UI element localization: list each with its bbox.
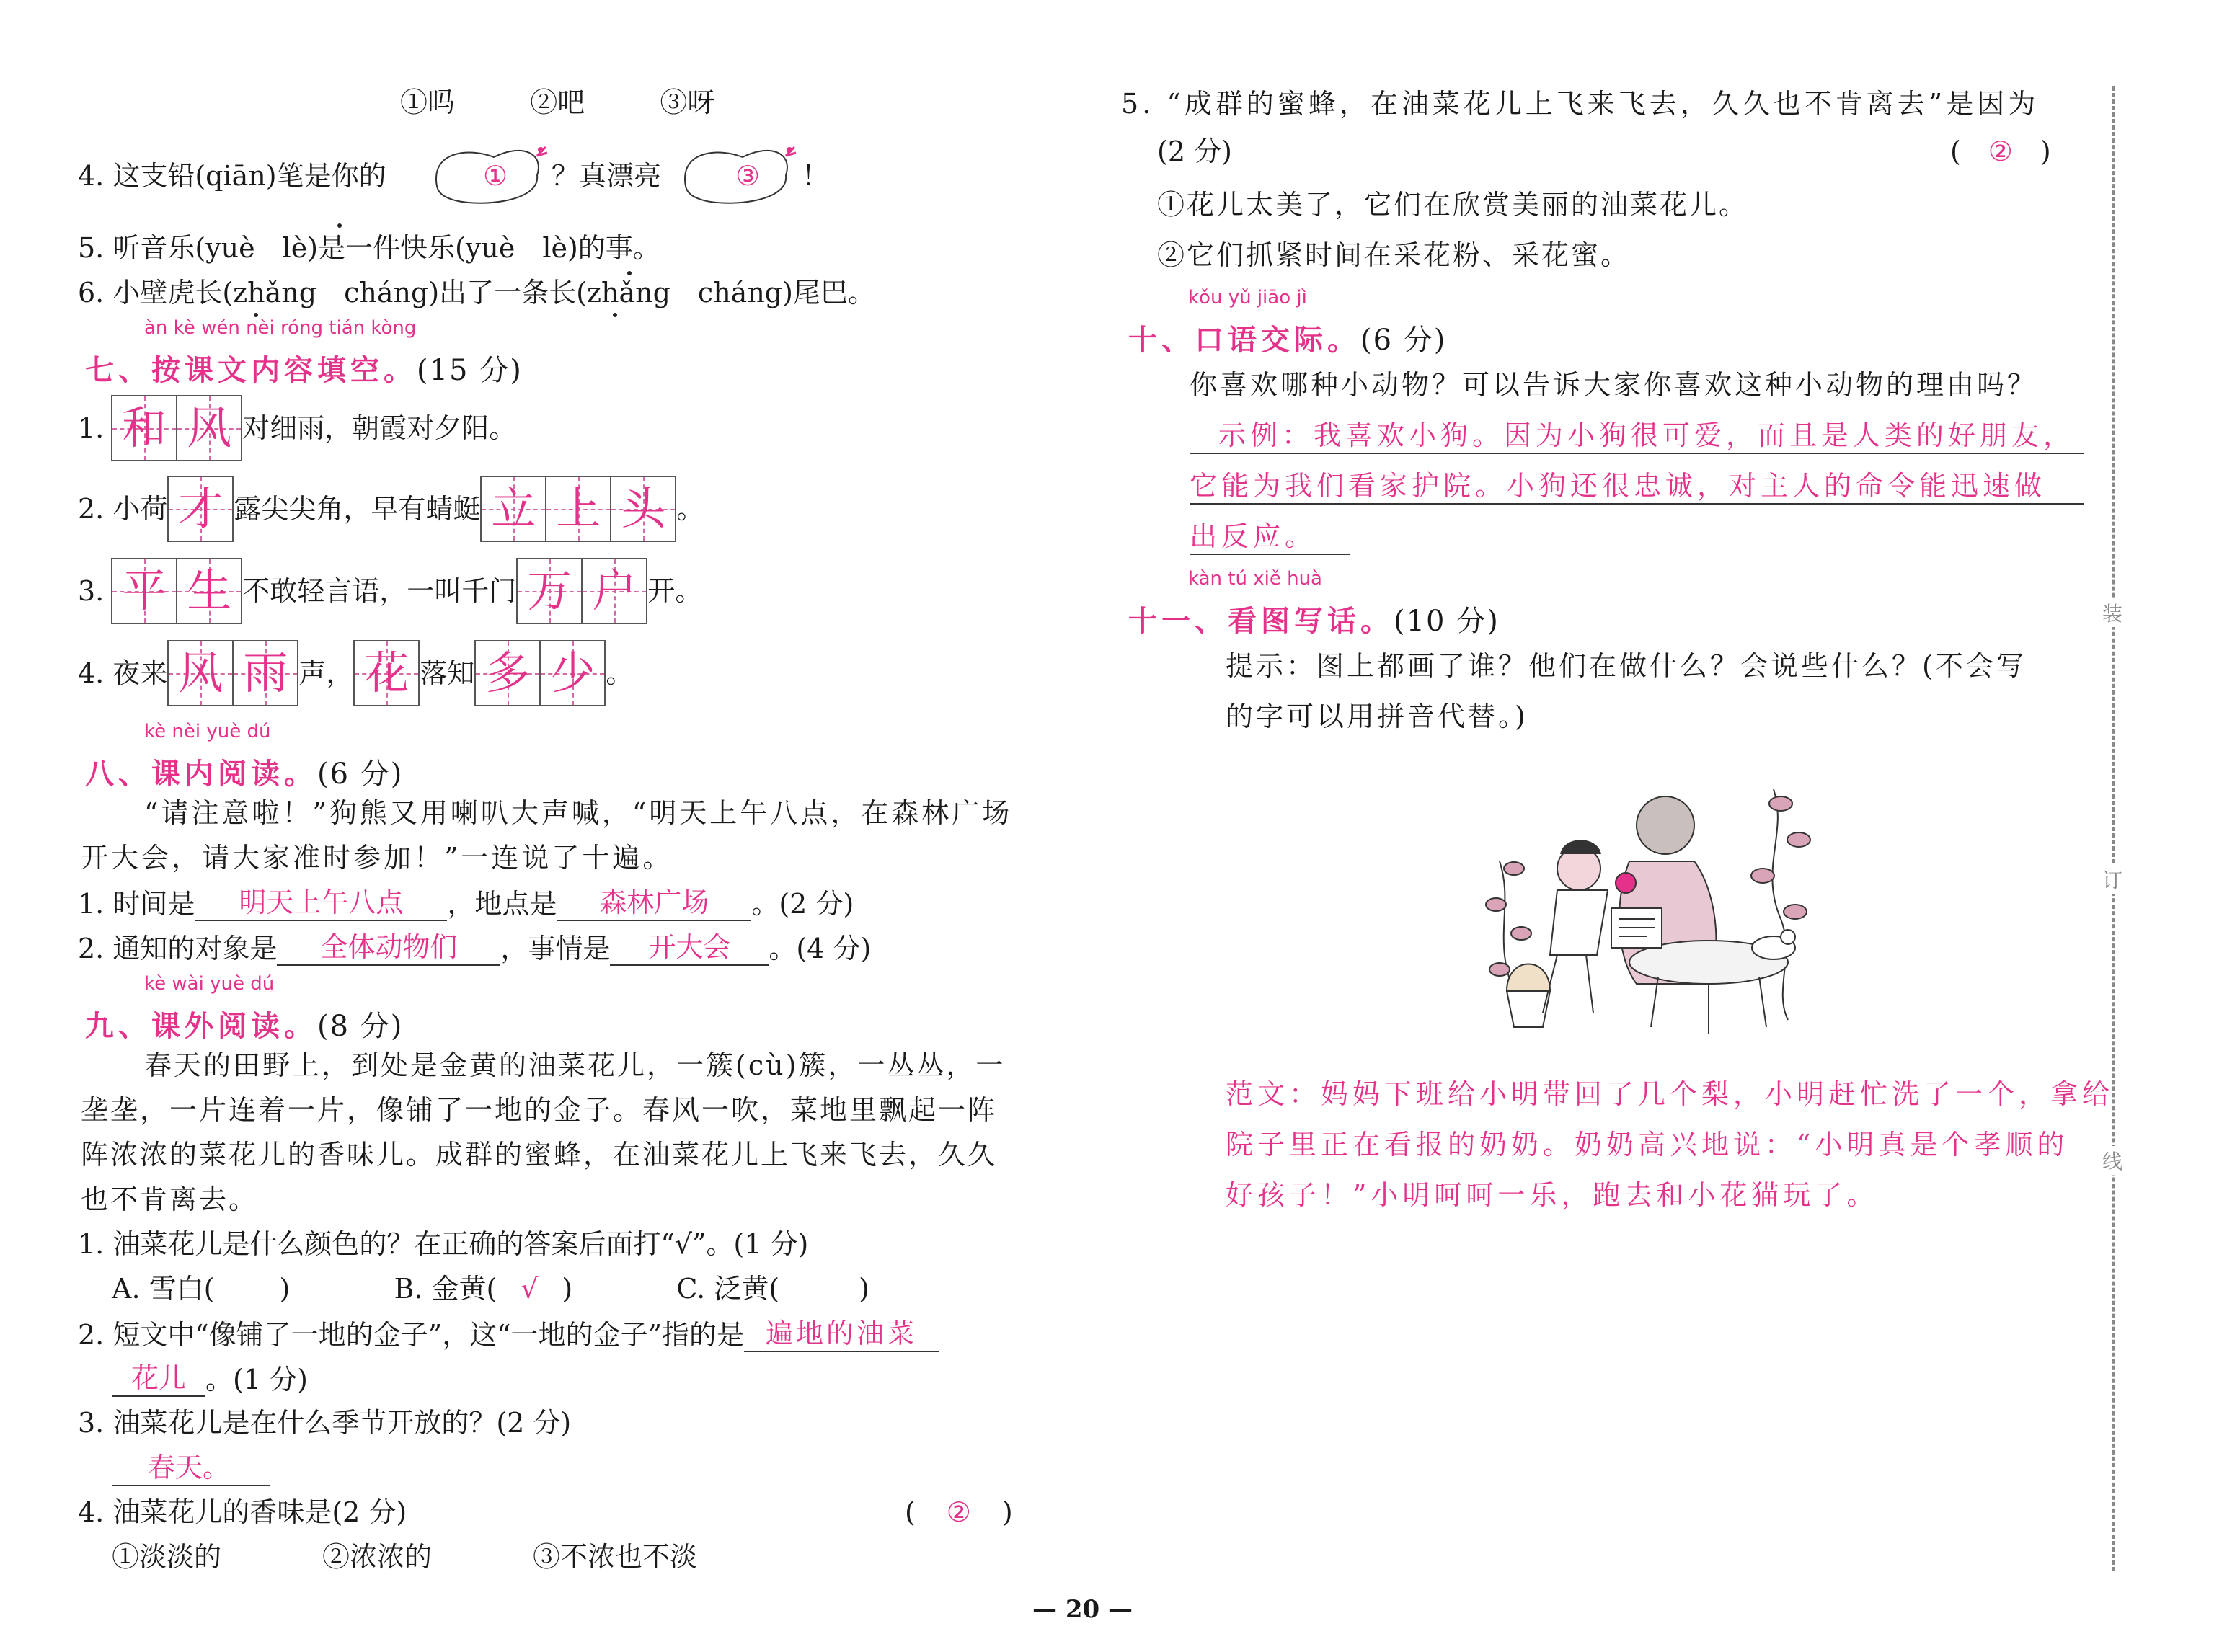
q9-4-open: ( [905, 1496, 916, 1528]
fill3-grid-a [111, 558, 242, 624]
r-q10-answer-line: 它能为我们看家护院。小狗还很忠诚，对主人的命令能迅速做 [1190, 468, 2084, 505]
fill4-mid2: 落知 [420, 657, 475, 689]
sec9-heading [85, 1003, 403, 1044]
fill2-grid-a [167, 476, 234, 542]
fill3-num: 3. [78, 575, 105, 607]
sec10-pinyin: kǒu yǔ jiāo jì [1188, 287, 1307, 308]
grandma-child-illustration [1471, 775, 1831, 1049]
char-cell: 和 [112, 396, 176, 460]
q9-1-opt-a-close: ) [279, 1273, 291, 1305]
r-essay-line: 好孩子！”小明呵呵一乐，跑去和小花猫玩了。 [1226, 1179, 1879, 1211]
sec7-title: 七、按课文内容填空。 [85, 354, 417, 387]
char-cell: 少 [539, 641, 604, 705]
q9-1-opt-b-close: ) [562, 1273, 573, 1305]
options-top [400, 85, 714, 120]
q4-post: ！ [802, 160, 830, 192]
fill1-num: 1. [78, 412, 105, 444]
option-1: ①吗 [400, 86, 456, 118]
p8-line2: 开大会，请大家准时参加！”一连说了十遍。 [81, 842, 673, 874]
q4-pre: 4. 这支铅(qiān)笔是你的 [78, 160, 386, 192]
p9-line: 也不肯离去。 [81, 1184, 259, 1215]
char-cell: 万 [518, 559, 581, 623]
sec10-heading [1128, 317, 1446, 358]
q9-1-opt-b: B. 金黄( [394, 1273, 497, 1305]
r-hint-line: 提示：图上都画了谁？他们在做什么？会说些什么？(不会写 [1226, 650, 2027, 682]
q4-blank1-answer: ① [483, 160, 508, 192]
fill4-grid-c [474, 640, 606, 706]
q4-blank2-answer: ③ [735, 160, 761, 192]
sec9-score: (8 分) [317, 1010, 404, 1043]
sec7-heading [85, 347, 523, 388]
p9-line: 阵浓浓的菜花儿的香味儿。成群的蜜蜂，在油菜花儿上飞来飞去，久久 [81, 1139, 998, 1171]
r-essay-line: 院子里正在看报的奶奶。奶奶高兴地说：“小明真是个孝顺的 [1226, 1129, 2069, 1160]
q8-1-answer-time: 明天上午八点 [195, 885, 447, 921]
q8-1-post: 。(2 分) [751, 888, 854, 920]
binding-mark: 订 [2102, 865, 2122, 894]
fill4-num: 4. 夜来 [78, 657, 168, 689]
sec11-score: (10 分) [1394, 605, 1500, 638]
q9-4-paren [905, 1495, 1013, 1529]
r-q5-line1: 5. “成群的蜜蜂，在油菜花儿上飞来飞去，久久也不肯离去”是因为 [1121, 88, 2040, 120]
r-q5-answer: ② [1988, 136, 2013, 167]
q9-4-opt: ③不浓也不淡 [533, 1541, 698, 1573]
option-2: ②吧 [530, 86, 585, 118]
p9-line: 春天的田野上，到处是金黄的油菜花儿，一簇(cù)簇，一丛丛，一 [144, 1049, 1006, 1081]
q8-2-answer-event: 开大会 [610, 930, 769, 966]
q8-1-mid: ，地点是 [447, 888, 557, 920]
q9-1-opt-a: A. 雪白( [112, 1273, 215, 1305]
q9-3: 3. 油菜花儿是在什么季节开放的？(2 分) [78, 1407, 572, 1439]
r-q5-opt: ①花儿太美了，它们在欣赏美丽的油菜花儿。 [1157, 189, 1749, 221]
r-hint-line: 的字可以用拼音代替。) [1226, 701, 1528, 732]
q9-1: 1. 油菜花儿是什么颜色的？在正确的答案后面打“√”。(1 分) [78, 1228, 809, 1260]
fill3-end: 开。 [647, 575, 703, 607]
q8-2 [78, 930, 871, 966]
q8-2-post: 。(4 分) [769, 933, 872, 964]
q9-4-close: ) [1001, 1496, 1013, 1528]
fill2-num: 2. 小荷 [78, 493, 168, 525]
q9-4-opt: ②浓浓的 [322, 1541, 433, 1573]
sec8-heading [85, 751, 403, 792]
fill1-grid [111, 395, 242, 461]
q9-1-opt-c-close: ) [859, 1273, 869, 1305]
page-number: — 20 — [1032, 1595, 1133, 1624]
r-q10-answer-line: 出反应。 [1190, 519, 1350, 555]
q5-line: 5. 听音乐(yuè lè)是一件快乐(yuè lè)的事。 [78, 232, 660, 264]
r-q10-answer-line: 示例：我喜欢小狗。因为小狗很可爱，而且是人类的好朋友， [1190, 418, 2084, 454]
binding-mark: 装 [2102, 598, 2122, 627]
sec7-pinyin: àn kè wén nèi róng tián kòng [144, 317, 417, 339]
sec11-pinyin: kàn tú xiě huà [1188, 568, 1322, 590]
r-q5-paren [1950, 134, 2051, 169]
fill3-mid: 不敢轻言语，一叫千门 [242, 575, 517, 607]
sec7-score: (15 分) [417, 354, 523, 387]
char-cell: 户 [581, 559, 646, 623]
q8-1-pre: 1. 时间是 [78, 888, 195, 920]
q8-2-pre: 2. 通知的对象是 [78, 933, 278, 964]
char-cell: 生 [176, 559, 241, 623]
q8-1-answer-place: 森林广场 [557, 885, 751, 921]
q9-4-options [112, 1540, 697, 1574]
q9-1-answer-check: √ [521, 1273, 539, 1305]
option-3: ③呀 [660, 86, 715, 118]
q9-3-answer: 春天。 [112, 1450, 270, 1486]
char-cell: 上 [545, 477, 610, 541]
sec10-score: (6 分) [1360, 324, 1447, 357]
char-cell: 头 [610, 477, 675, 541]
p9-line: 垄垄，一片连着一片，像铺了一地的金子。春风一吹，菜地里飘起一阵 [81, 1094, 998, 1126]
char-cell: 花 [355, 641, 418, 705]
p8-line1: “请注意啦！”狗熊又用喇叭大声喊，“明天上午八点，在森林广场 [144, 797, 1013, 829]
sec8-title: 八、课内阅读。 [85, 758, 317, 791]
fill4-end: 。 [606, 657, 634, 689]
q6-line: 6. 小壁虎长(zhǎng cháng)出了一条长(zhǎng cháng)尾巴。 [78, 277, 875, 308]
fill3 [78, 558, 702, 624]
fill2 [78, 476, 704, 542]
q9-4-answer: ② [946, 1496, 971, 1528]
char-cell: 多 [476, 641, 539, 705]
q8-2-mid: ，事情是 [500, 933, 611, 964]
fill1 [78, 395, 516, 461]
char-cell: 风 [176, 396, 241, 460]
r-q10: 你喜欢哪种小动物？可以告诉大家你喜欢这种小动物的理由吗？ [1190, 369, 2038, 401]
fill4 [78, 640, 633, 706]
sec8-score: (6 分) [317, 758, 404, 791]
fill4-mid1: 声， [298, 657, 354, 689]
sec9-title: 九、课外阅读。 [85, 1010, 317, 1043]
fill3-grid-b [516, 558, 647, 624]
fill2-end: 。 [676, 493, 704, 525]
q9-2-pre: 2. 短文中“像铺了一地的金子”，这“一地的金子”指的是 [78, 1319, 745, 1351]
q4-line [78, 159, 386, 193]
q9-3-answer-line [112, 1450, 270, 1486]
fill4-grid-a [167, 640, 298, 706]
q9-2-post: 。(1 分) [205, 1364, 308, 1395]
q9-2-cont [112, 1361, 308, 1397]
r-q5-close: ) [2040, 136, 2051, 167]
q9-4-opt: ①淡淡的 [112, 1541, 222, 1573]
q9-4: 4. 油菜花儿的香味是(2 分) [78, 1496, 407, 1528]
q9-2-answer-part2: 花儿 [112, 1361, 205, 1397]
q9-1-options [112, 1271, 869, 1306]
sec11-title: 十一、看图写话。 [1128, 605, 1394, 638]
char-cell: 才 [169, 477, 232, 541]
fill1-text: 对细雨，朝霞对夕阳。 [242, 412, 517, 444]
sec9-pinyin: kè wài yuè dú [144, 973, 275, 995]
r-q5-opt: ②它们抓紧时间在采花粉、采花蜜。 [1157, 239, 1631, 271]
fill4-grid-b [353, 640, 420, 706]
char-cell: 平 [112, 559, 176, 623]
q8-1 [78, 885, 854, 921]
char-cell: 立 [482, 477, 545, 541]
q4-mid: ？真漂亮 [552, 160, 662, 192]
binding-mark: 线 [2102, 1146, 2122, 1175]
binding-line [2112, 86, 2115, 1571]
char-cell: 雨 [232, 641, 297, 705]
q8-2-answer-target: 全体动物们 [277, 930, 500, 966]
sec11-heading [1128, 598, 1500, 639]
fill2-grid-b [480, 476, 676, 542]
q9-2-answer-part1: 遍地的油菜 [744, 1316, 939, 1352]
sec10-title: 十、口语交际。 [1128, 324, 1360, 357]
char-cell: 风 [169, 641, 232, 705]
q9-2 [78, 1316, 939, 1352]
r-essay-line: 范文：妈妈下班给小明带回了几个梨，小明赶忙洗了一个，拿给 [1226, 1078, 2115, 1110]
q9-1-opt-c: C. 泛黄( [676, 1273, 780, 1305]
fill2-mid: 露尖尖角，早有蜻蜓 [234, 493, 481, 525]
r-q5-line2: (2 分) [1157, 136, 1232, 167]
sec8-pinyin: kè nèi yuè dú [144, 721, 271, 742]
r-q5-open: ( [1950, 136, 1961, 167]
